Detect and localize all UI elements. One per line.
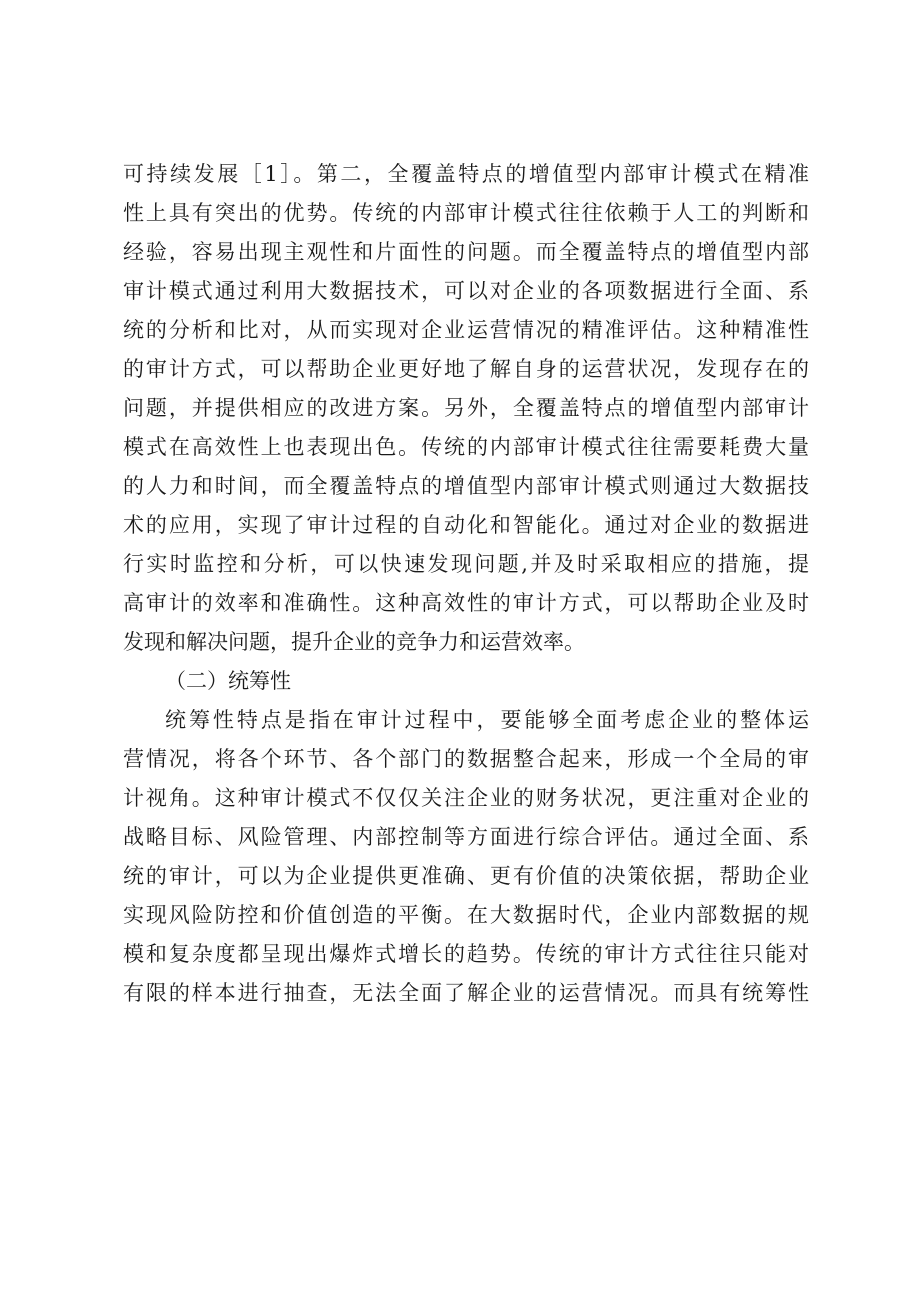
text-line: 计视角。这种审计模式不仅仅关注企业的财务状况，更注重对企业的 bbox=[123, 786, 809, 810]
text-line: 实现风险防控和价值创造的平衡。在大数据时代，企业内部数据的规 bbox=[123, 903, 809, 927]
text-line: 营情况，将各个环节、各个部门的数据整合起来，形成一个全局的审 bbox=[123, 747, 809, 771]
paragraph-coordination bbox=[123, 701, 809, 1013]
text-line: 术的应用，实现了审计过程的自动化和智能化。通过对企业的数据进 bbox=[123, 513, 809, 537]
text-line: 模和复杂度都呈现出爆炸式增长的趋势。传统的审计方式往往只能对 bbox=[123, 942, 809, 966]
paragraph-value-added-audit bbox=[123, 155, 809, 662]
text-line: 高审计的效率和准确性。这种高效性的审计方式，可以帮助企业及时 bbox=[123, 591, 809, 615]
text-line: 统的分析和比对，从而实现对企业运营情况的精准评估。这种精准性 bbox=[123, 318, 809, 342]
text-line: 的人力和时间，而全覆盖特点的增值型内部审计模式则通过大数据技 bbox=[123, 474, 809, 498]
text-line: 模式在高效性上也表现出色。传统的内部审计模式往往需要耗费大量 bbox=[123, 435, 809, 459]
text-line: 经验，容易出现主观性和片面性的问题。而全覆盖特点的增值型内部 bbox=[123, 240, 809, 264]
text-line: 问题，并提供相应的改进方案。另外，全覆盖特点的增值型内部审计 bbox=[123, 396, 809, 420]
text-line: 的审计方式，可以帮助企业更好地了解自身的运营状况，发现存在的 bbox=[123, 357, 809, 381]
text-line: 统的审计，可以为企业提供更准确、更有价值的决策依据，帮助企业 bbox=[123, 864, 809, 888]
text-line: 发现和解决问题，提升企业的竞争力和运营效率。 bbox=[123, 630, 585, 654]
text-line: 可持续发展［1］。第二，全覆盖特点的增值型内部审计模式在精准 bbox=[123, 162, 809, 186]
text-line: 审计模式通过利用大数据技术，可以对企业的各项数据进行全面、系 bbox=[123, 279, 809, 303]
document-body bbox=[123, 155, 809, 1013]
text-line: 有限的样本进行抽查，无法全面了解企业的运营情况。而具有统筹性 bbox=[123, 981, 809, 1005]
text-line: 战略目标、风险管理、内部控制等方面进行综合评估。通过全面、系 bbox=[123, 825, 809, 849]
text-line: 性上具有突出的优势。传统的内部审计模式往往依赖于人工的判断和 bbox=[123, 201, 809, 225]
text-line: 统筹性特点是指在审计过程中，要能够全面考虑企业的整体运 bbox=[165, 708, 809, 732]
text-line: 行实时监控和分析，可以快速发现问题,并及时采取相应的措施，提 bbox=[123, 552, 809, 576]
section-heading: （二）统筹性 bbox=[165, 669, 291, 693]
